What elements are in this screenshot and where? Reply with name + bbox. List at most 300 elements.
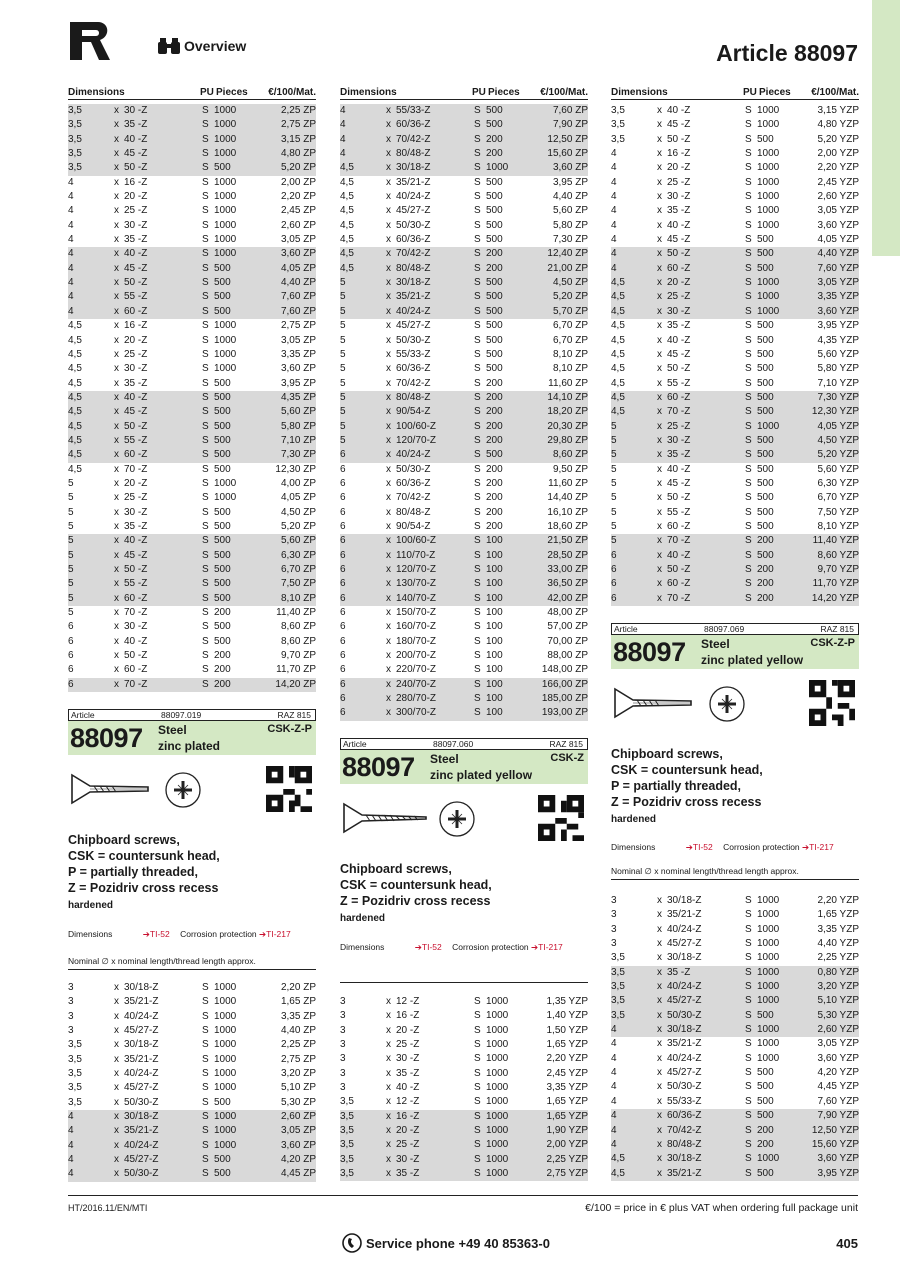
- table-row: [340, 362, 588, 376]
- cell-size: 25 -Z: [667, 420, 691, 432]
- cell-pieces: 1000: [757, 420, 780, 432]
- cell-dimension: 4: [611, 1038, 617, 1050]
- finish: zinc plated yellow: [701, 653, 804, 667]
- cell-size: 70/42-Z: [396, 377, 431, 389]
- cell-pu: S: [745, 320, 752, 332]
- table-row: [68, 491, 316, 505]
- cell-pieces: 1000: [214, 148, 237, 160]
- table-row: [340, 247, 588, 261]
- table-row: [340, 520, 588, 534]
- cell-pu: S: [745, 119, 752, 131]
- cell-pieces: 1000: [214, 477, 237, 489]
- cell-pieces: 200: [486, 377, 503, 389]
- cell-size: 50/30-Z: [396, 334, 431, 346]
- cell-pieces: 500: [757, 1081, 774, 1093]
- cell-price: 15,60 ZP: [547, 148, 588, 160]
- table-row: [340, 577, 588, 591]
- cell-size: 30 -Z: [667, 305, 691, 317]
- article-number: 88097: [342, 752, 415, 782]
- cell-price: 3,35 ZP: [280, 348, 316, 360]
- catalog-code: HT/2016.11/EN/MTI: [68, 1203, 148, 1213]
- table-row: [68, 348, 316, 362]
- cell-dimension: 4: [611, 162, 617, 174]
- cell-x: x: [386, 449, 391, 461]
- cell-pu: S: [745, 449, 752, 461]
- cell-size: 50 -Z: [124, 564, 148, 575]
- table-row: [68, 391, 316, 405]
- cell-dimension: 3: [340, 1082, 346, 1094]
- cell-dimension: 4: [68, 291, 74, 303]
- cell-price: 2,60 YZP: [817, 191, 859, 203]
- cell-pu: S: [474, 1153, 481, 1165]
- cell-dimension: 3,5: [68, 119, 82, 131]
- table-row: [611, 563, 859, 577]
- table-row: [68, 1124, 316, 1138]
- cell-pu: S: [474, 449, 481, 461]
- table-row: [68, 190, 316, 204]
- cell-x: x: [114, 678, 119, 690]
- cell-size: 40/24-Z: [667, 923, 702, 935]
- cell-pieces: 1000: [214, 996, 237, 1008]
- table-row: [340, 319, 588, 333]
- qr-code-icon[interactable]: [538, 795, 584, 841]
- cell-size: 45 -Z: [667, 234, 691, 246]
- table-row: [68, 1067, 316, 1081]
- table-row: [340, 391, 588, 405]
- cell-pu: S: [202, 463, 209, 475]
- cell-pu: S: [474, 377, 481, 389]
- page-number: 405: [836, 1236, 858, 1251]
- cell-x: x: [114, 1168, 119, 1180]
- table-row: [340, 1067, 588, 1081]
- cell-pu: S: [745, 391, 752, 403]
- cell-pieces: 500: [757, 234, 774, 246]
- cell-pu: S: [745, 492, 752, 504]
- table-row: [340, 506, 588, 520]
- cell-pu: S: [745, 1153, 752, 1165]
- cell-size: 40/24-Z: [667, 981, 702, 993]
- table-row: [611, 1167, 859, 1181]
- cell-size: 40 -Z: [667, 549, 691, 561]
- cell-x: x: [386, 334, 391, 346]
- cell-size: 30/18-Z: [124, 982, 159, 993]
- cell-price: 3,15 YZP: [817, 105, 859, 116]
- cell-pieces: 200: [486, 492, 503, 504]
- cell-price: 5,70 ZP: [552, 305, 588, 317]
- cell-price: 5,10 ZP: [280, 1082, 316, 1094]
- cell-pu: S: [474, 1125, 481, 1137]
- cell-dimension: 4,5: [340, 262, 354, 274]
- cell-size: 45/27-Z: [124, 1082, 159, 1094]
- cell-pu: S: [474, 234, 481, 246]
- cell-x: x: [386, 348, 391, 360]
- cell-price: 3,05 ZP: [280, 1125, 316, 1137]
- cell-x: x: [657, 291, 662, 303]
- cell-pieces: 1000: [757, 277, 780, 289]
- article-label: Article: [614, 624, 638, 634]
- cell-size: 80/48-Z: [396, 506, 431, 518]
- cell-x: x: [386, 693, 391, 705]
- cell-pu: S: [474, 650, 481, 662]
- cell-pu: S: [474, 391, 481, 403]
- qr-code-icon[interactable]: [809, 680, 855, 726]
- cell-size: 55 -Z: [124, 291, 148, 303]
- table-row: [68, 176, 316, 190]
- cell-x: x: [386, 1125, 391, 1137]
- cell-x: x: [657, 909, 662, 921]
- cell-pu: S: [202, 549, 209, 561]
- cell-pieces: 500: [214, 1168, 231, 1180]
- cell-pieces: 100: [486, 564, 503, 575]
- cell-pieces: 500: [757, 320, 774, 332]
- cell-size: 45 -Z: [124, 148, 148, 160]
- cell-pieces: 500: [757, 434, 774, 446]
- table-row: [340, 204, 588, 218]
- table-row: [68, 649, 316, 663]
- cell-price: 7,60 YZP: [817, 262, 859, 274]
- cell-size: 60 -Z: [124, 592, 148, 604]
- cell-pu: S: [474, 1024, 481, 1036]
- cell-x: x: [114, 133, 119, 145]
- cell-pieces: 500: [486, 320, 503, 332]
- cell-pieces: 100: [486, 678, 503, 690]
- cell-price: 5,60 YZP: [817, 348, 859, 360]
- cell-price: 18,20 ZP: [547, 406, 588, 418]
- cell-dimension: 4,5: [340, 191, 354, 203]
- cell-dimension: 4: [340, 105, 346, 116]
- cell-x: x: [657, 305, 662, 317]
- cell-x: x: [114, 205, 119, 217]
- cell-pu: S: [474, 262, 481, 274]
- cell-price: 3,60 YZP: [817, 1153, 859, 1165]
- cell-pu: S: [202, 1111, 209, 1123]
- cell-dimension: 6: [340, 693, 346, 705]
- cell-price: 3,20 ZP: [280, 1068, 316, 1080]
- cell-dimension: 4: [68, 176, 74, 188]
- cell-pieces: 1000: [757, 981, 780, 993]
- cell-pu: S: [474, 219, 481, 231]
- cell-pu: S: [745, 291, 752, 303]
- table-row: [611, 1052, 859, 1066]
- cell-pieces: 200: [486, 420, 503, 432]
- cell-pu: S: [745, 334, 752, 346]
- cell-pieces: 200: [757, 535, 774, 547]
- service-phone[interactable]: [342, 1233, 550, 1253]
- cell-price: 3,15 ZP: [280, 133, 316, 145]
- cell-dimension: 4: [68, 191, 74, 203]
- cell-pieces: 500: [214, 1154, 231, 1166]
- cell-dimension: 4: [340, 119, 346, 131]
- cell-x: x: [114, 1154, 119, 1166]
- hdr-price: €/100/Mat.: [540, 87, 588, 98]
- cell-pieces: 200: [486, 248, 503, 260]
- cell-price: 14,20 ZP: [275, 678, 316, 690]
- cell-pu: S: [202, 176, 209, 188]
- cell-pieces: 500: [486, 191, 503, 203]
- table-row: [340, 161, 588, 175]
- cell-price: 8,60 YZP: [817, 549, 859, 561]
- cell-x: x: [657, 277, 662, 289]
- ref-link-ti217[interactable]: TI-217: [538, 942, 563, 952]
- cell-pieces: 500: [214, 262, 231, 274]
- cell-x: x: [114, 1025, 119, 1037]
- cell-x: x: [386, 148, 391, 160]
- cell-dimension: 4,5: [340, 219, 354, 231]
- cell-size: 60/36-Z: [396, 119, 431, 131]
- cell-dimension: 3: [340, 1067, 346, 1079]
- cell-price: 57,00 ZP: [547, 621, 588, 633]
- cell-dimension: 6: [340, 564, 346, 575]
- cell-size: 40/24-Z: [124, 1139, 159, 1151]
- cell-price: 4,20 YZP: [817, 1067, 859, 1079]
- desc-line: Chipboard screws,: [68, 833, 180, 847]
- cell-price: 2,75 ZP: [280, 119, 316, 131]
- qr-code-icon[interactable]: [266, 766, 312, 812]
- cell-size: 110/70-Z: [396, 549, 436, 561]
- cell-pu: S: [474, 162, 481, 174]
- cell-size: 50 -Z: [124, 162, 148, 174]
- cell-price: 5,60 ZP: [280, 406, 316, 418]
- cell-size: 55/33-Z: [667, 1095, 702, 1107]
- cell-x: x: [386, 1139, 391, 1151]
- description-zinc-yellow-cskp: [611, 746, 861, 828]
- table-row: [611, 1138, 859, 1152]
- overview-link[interactable]: [158, 38, 246, 54]
- cell-pieces: 1000: [757, 923, 780, 935]
- cell-dimension: 5: [340, 406, 346, 418]
- table-row: [68, 577, 316, 591]
- cell-size: 16 -Z: [124, 320, 148, 332]
- cell-dimension: 4,5: [611, 406, 625, 418]
- cell-pu: S: [474, 420, 481, 432]
- cell-dimension: 4,5: [340, 205, 354, 217]
- table-row: [340, 1095, 588, 1109]
- cell-dimension: 5: [340, 277, 346, 289]
- table-row: [611, 204, 859, 218]
- cell-pieces: 1000: [486, 1010, 509, 1022]
- cell-pu: S: [202, 133, 209, 145]
- cell-dimension: 4: [68, 1154, 74, 1166]
- cell-size: 40/24-Z: [124, 1068, 159, 1080]
- ref-corrosion: Corrosion protection: [723, 842, 800, 852]
- cell-pu: S: [474, 205, 481, 217]
- ref-link-ti52[interactable]: TI-52: [149, 929, 170, 939]
- cell-pu: S: [745, 909, 752, 921]
- cell-size: 35 -Z: [396, 1168, 420, 1180]
- cell-x: x: [386, 535, 391, 547]
- table-row: [611, 908, 859, 922]
- cell-pu: S: [745, 420, 752, 432]
- cell-size: 30 -Z: [396, 1053, 420, 1065]
- cell-pieces: 1000: [214, 119, 237, 131]
- cell-pieces: 1000: [757, 176, 780, 188]
- cell-size: 55 -Z: [124, 434, 148, 446]
- screw-type: CSK-Z: [550, 752, 584, 764]
- table-row: [68, 233, 316, 247]
- cell-price: 1,65 YZP: [546, 1096, 588, 1108]
- cell-pieces: 1000: [486, 1125, 509, 1137]
- table-row: [340, 620, 588, 634]
- cell-pu: S: [474, 535, 481, 547]
- table-row: [611, 377, 859, 391]
- cell-pieces: 1000: [486, 1067, 509, 1079]
- cell-size: 30 -Z: [396, 1153, 420, 1165]
- table-row: [340, 290, 588, 304]
- cell-x: x: [114, 1096, 119, 1108]
- cell-pieces: 100: [486, 607, 503, 619]
- cell-price: 2,20 ZP: [280, 191, 316, 203]
- cell-x: x: [657, 1067, 662, 1079]
- cell-x: x: [657, 549, 662, 561]
- cell-x: x: [657, 1081, 662, 1093]
- cell-dimension: 5: [611, 506, 617, 518]
- cell-x: x: [657, 535, 662, 547]
- cell-size: 35/21-Z: [667, 1167, 702, 1179]
- cell-dimension: 4: [611, 1067, 617, 1079]
- ref-link-ti52[interactable]: TI-52: [692, 842, 713, 852]
- cell-dimension: 3,5: [611, 952, 625, 964]
- cell-dimension: 3,5: [340, 1168, 354, 1180]
- cell-pieces: 1000: [214, 1039, 237, 1051]
- cell-pu: S: [202, 391, 209, 403]
- cell-x: x: [114, 105, 119, 116]
- desc-line: P = partially threaded,: [611, 779, 742, 793]
- cell-size: 35 -Z: [396, 1067, 420, 1079]
- cell-pieces: 500: [486, 305, 503, 317]
- cell-pieces: 500: [757, 363, 774, 375]
- table-row: [340, 262, 588, 276]
- cell-size: 40 -Z: [396, 1082, 420, 1094]
- cell-pu: S: [202, 148, 209, 160]
- cell-x: x: [386, 191, 391, 203]
- table-row: [611, 161, 859, 175]
- cell-pu: S: [745, 305, 752, 317]
- cell-price: 3,35 YZP: [817, 291, 859, 303]
- cell-price: 15,60 YZP: [811, 1138, 859, 1150]
- table-row: [68, 118, 316, 132]
- cell-size: 70/42-Z: [667, 1124, 702, 1136]
- ref-link-ti217[interactable]: TI-217: [809, 842, 834, 852]
- binoculars-icon: [158, 38, 180, 54]
- cell-pieces: 500: [757, 549, 774, 561]
- cell-dimension: 4,5: [68, 334, 82, 346]
- cell-price: 4,45 ZP: [280, 1168, 316, 1180]
- cell-x: x: [386, 277, 391, 289]
- cell-price: 4,35 ZP: [280, 391, 316, 403]
- cell-price: 3,60 YZP: [817, 305, 859, 317]
- cell-pieces: 1000: [757, 909, 780, 921]
- table-row: [68, 319, 316, 333]
- cell-dimension: 5: [68, 506, 74, 518]
- cell-pieces: 500: [486, 348, 503, 360]
- cell-x: x: [114, 148, 119, 160]
- table-row: [340, 305, 588, 319]
- cell-dimension: 4,5: [68, 434, 82, 446]
- table-row: [611, 434, 859, 448]
- cell-size: 12 -Z: [396, 996, 420, 1007]
- cell-x: x: [657, 938, 662, 950]
- cell-dimension: 6: [68, 621, 74, 633]
- cell-x: x: [114, 492, 119, 504]
- cell-pu: S: [745, 205, 752, 217]
- cell-pieces: 1000: [486, 1082, 509, 1094]
- table-row: [68, 420, 316, 434]
- cell-pieces: 100: [486, 578, 503, 590]
- cell-x: x: [386, 1039, 391, 1051]
- cell-size: 55 -Z: [667, 377, 691, 389]
- table-row: [340, 463, 588, 477]
- cell-x: x: [657, 477, 662, 489]
- table-row: [68, 362, 316, 376]
- table-row: [611, 118, 859, 132]
- cell-pu: S: [474, 463, 481, 475]
- cell-x: x: [114, 506, 119, 518]
- table-row: [611, 1124, 859, 1138]
- cell-pieces: 500: [214, 592, 231, 604]
- cell-price: 4,40 YZP: [817, 248, 859, 260]
- cell-pieces: 1000: [486, 1168, 509, 1180]
- cell-size: 35/21-Z: [396, 176, 431, 188]
- cell-price: 9,50 ZP: [552, 463, 588, 475]
- cell-x: x: [114, 607, 119, 619]
- table-row: [340, 420, 588, 434]
- cell-dimension: 4: [611, 234, 617, 246]
- cell-pieces: 1000: [757, 1052, 780, 1064]
- table-row: [611, 966, 859, 980]
- cell-size: 40 -Z: [667, 334, 691, 346]
- cell-price: 185,00 ZP: [541, 693, 588, 705]
- cell-dimension: 4,5: [68, 377, 82, 389]
- cell-dimension: 5: [68, 592, 74, 604]
- cell-pieces: 100: [486, 664, 503, 676]
- cell-pu: S: [745, 578, 752, 590]
- cell-size: 25 -Z: [396, 1039, 420, 1051]
- cell-x: x: [114, 535, 119, 547]
- cell-size: 40/24-Z: [667, 1052, 702, 1064]
- cell-x: x: [386, 678, 391, 690]
- cell-dimension: 6: [340, 678, 346, 690]
- cell-dimension: 4,5: [611, 1167, 625, 1179]
- ref-link-ti217[interactable]: TI-217: [266, 929, 291, 939]
- cell-x: x: [386, 105, 391, 116]
- cell-size: 40 -Z: [124, 248, 148, 260]
- hdr-pu: PU: [743, 87, 757, 98]
- cell-size: 60/36-Z: [667, 1110, 702, 1122]
- article-banner: [611, 635, 859, 669]
- cell-size: 50/30-Z: [396, 463, 431, 475]
- ref-link-ti52[interactable]: TI-52: [421, 942, 442, 952]
- cell-pu: S: [202, 1082, 209, 1094]
- cell-x: x: [114, 305, 119, 317]
- cell-pieces: 500: [214, 277, 231, 289]
- cell-pieces: 100: [486, 707, 503, 719]
- cell-x: x: [386, 406, 391, 418]
- cell-size: 45/27-Z: [667, 938, 702, 950]
- arrow-icon: ➔: [259, 929, 267, 939]
- cell-size: 45/27-Z: [124, 1025, 159, 1037]
- cell-price: 9,70 YZP: [817, 564, 859, 575]
- table-header-col3: [611, 86, 859, 100]
- cell-pu: S: [474, 148, 481, 160]
- cell-pieces: 1000: [214, 982, 237, 993]
- cell-pieces: 500: [757, 1167, 774, 1179]
- cell-pieces: 1000: [757, 291, 780, 303]
- cell-pieces: 1000: [757, 1024, 780, 1036]
- cell-pieces: 1000: [214, 320, 237, 332]
- table-row: [68, 204, 316, 218]
- table-row: [68, 1153, 316, 1167]
- cell-x: x: [657, 334, 662, 346]
